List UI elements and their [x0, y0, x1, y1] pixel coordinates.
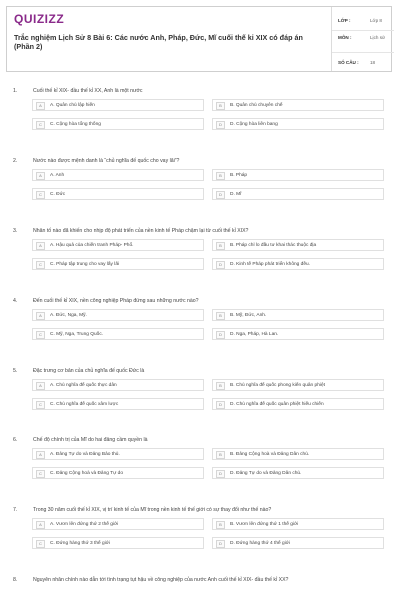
- option-letter-box: D: [216, 261, 225, 269]
- answer-option-d[interactable]: [212, 258, 384, 270]
- option-label: B. Đảng Cộng hoà và Đảng Dân chủ.: [230, 452, 310, 457]
- answer-option-a[interactable]: [32, 99, 204, 111]
- meta-divider: [332, 52, 394, 53]
- answer-option-b[interactable]: [212, 518, 384, 530]
- question-text: Nước nào được mệnh danh là “chủ nghĩa đế quốc cho vay lãi”?: [33, 158, 180, 164]
- option-letter-box: D: [216, 470, 225, 478]
- option-letter-box: B: [216, 242, 225, 250]
- answer-option-a[interactable]: [32, 309, 204, 321]
- answer-option-a[interactable]: [32, 379, 204, 391]
- option-letter-box: D: [216, 401, 225, 409]
- option-label: A. Đức, Nga, Mỹ.: [50, 313, 87, 318]
- answer-option-c[interactable]: [32, 467, 204, 479]
- option-letter-box: A: [36, 242, 45, 250]
- option-letter-box: B: [216, 382, 225, 390]
- option-letter-box: A: [36, 312, 45, 320]
- option-label: B. Mỹ, Đức, Anh.: [230, 313, 267, 318]
- answer-option-d[interactable]: [212, 398, 384, 410]
- option-label: B. Vươn lên đứng thứ 1 thế giới: [230, 522, 299, 527]
- answer-option-c[interactable]: [32, 537, 204, 549]
- worksheet-header: [6, 6, 392, 72]
- answer-option-c[interactable]: [32, 328, 204, 340]
- answer-option-d[interactable]: [212, 328, 384, 340]
- answer-option-a[interactable]: [32, 239, 204, 251]
- answer-option-c[interactable]: [32, 188, 204, 200]
- answer-option-c[interactable]: [32, 258, 204, 270]
- grade-value: Lớp 8: [370, 18, 382, 23]
- option-label: A. Đảng Tự do và Đảng Bảo thủ.: [50, 452, 120, 457]
- answer-option-b[interactable]: [212, 99, 384, 111]
- subject-value: Lịch sử: [370, 35, 386, 40]
- option-label: A. Chủ nghĩa đế quốc thực dân: [50, 383, 117, 388]
- answer-option-b[interactable]: [212, 309, 384, 321]
- option-letter-box: A: [36, 172, 45, 180]
- option-label: C. Pháp tập trung cho vay lấy lãi: [50, 262, 120, 267]
- question-number: 3.: [13, 228, 18, 234]
- grade-label: LỚP :: [338, 18, 351, 23]
- option-letter-box: D: [216, 191, 225, 199]
- answer-option-d[interactable]: [212, 188, 384, 200]
- option-label: D. Đứng hàng thứ 4 thế giới: [230, 541, 290, 546]
- option-label: B. Chủ nghĩa đế quốc phong kiến quân phiệt: [230, 383, 325, 388]
- question-text: Nhân tố nào đã khiến cho nhịp độ phát triển của nền kinh tế Pháp chậm lại từ cuối thế kỉ XIX?: [33, 228, 249, 234]
- question-text: Cuối thế kỉ XIX- đầu thế kỉ XX, Anh là một nước: [33, 88, 143, 94]
- option-letter-box: B: [216, 102, 225, 110]
- answer-option-d[interactable]: [212, 537, 384, 549]
- option-label: C. Mỹ, Nga, Trung Quốc.: [50, 332, 104, 337]
- option-label: A. Quân chủ lập hiến: [50, 103, 95, 108]
- question-number: 2.: [13, 158, 18, 164]
- option-label: B. Pháp chỉ lo đầu tư khai thác thuộc địa: [230, 243, 317, 248]
- question-count-value: 18: [370, 60, 376, 65]
- answer-option-b[interactable]: [212, 239, 384, 251]
- question-number: 7.: [13, 507, 18, 513]
- option-label: D. Chủ nghĩa đế quốc quân phiệt hiếu chiến: [230, 402, 324, 407]
- question-text: Trong 30 năm cuối thế kỉ XIX, vị trí kinh tế của Mĩ trong nền kinh tế thế giới có sự thay đổi như thế nào?: [33, 507, 272, 513]
- question-text: Nguyên nhân chính nào dẫn tới tình trạng tụt hậu về công nghiệp của nước Anh cuối thế kỉ XIX- đầu thế kỉ XX?: [33, 577, 289, 583]
- question-text: Đặc trưng cơ bản của chủ nghĩa đế quốc Đức là: [33, 368, 145, 374]
- option-label: C. Chủ nghĩa đế quốc xâm lược: [50, 402, 119, 407]
- option-label: C. Đức: [50, 192, 66, 197]
- option-label: A. Hậu quả của chiến tranh Pháp- Phổ.: [50, 243, 134, 248]
- option-letter-box: D: [216, 331, 225, 339]
- question-number: 8.: [13, 577, 18, 583]
- option-letter-box: A: [36, 451, 45, 459]
- option-label: B. Quân chủ chuyên chế: [230, 103, 283, 108]
- option-letter-box: D: [216, 121, 225, 129]
- option-letter-box: C: [36, 401, 45, 409]
- option-label: D. Cộng hòa liên bang: [230, 122, 278, 127]
- option-letter-box: B: [216, 451, 225, 459]
- option-letter-box: A: [36, 102, 45, 110]
- quizizz-logo: QUIZIZZ: [14, 12, 65, 26]
- answer-option-a[interactable]: [32, 169, 204, 181]
- option-label: C. Cộng hòa tổng thống: [50, 122, 101, 127]
- option-label: D. Nga, Pháp, Hà Lan.: [230, 332, 279, 337]
- answer-option-c[interactable]: [32, 398, 204, 410]
- option-letter-box: A: [36, 521, 45, 529]
- option-letter-box: B: [216, 172, 225, 180]
- option-label: B. Pháp: [230, 173, 248, 178]
- option-label: C. Đảng Cộng hoà và Đảng Tự do: [50, 471, 123, 476]
- question-number: 6.: [13, 437, 18, 443]
- option-letter-box: B: [216, 521, 225, 529]
- option-letter-box: D: [216, 540, 225, 548]
- option-label: A. Vươn lên đứng thứ 2 thế giới: [50, 522, 119, 527]
- question-number: 5.: [13, 368, 18, 374]
- question-number: 1.: [13, 88, 18, 94]
- option-letter-box: B: [216, 312, 225, 320]
- worksheet-meta: [331, 7, 394, 71]
- option-label: D. Đảng Tự do và Đảng Dân chủ.: [230, 471, 302, 476]
- answer-option-b[interactable]: [212, 448, 384, 460]
- option-letter-box: C: [36, 540, 45, 548]
- subject-label: MÔN :: [338, 35, 352, 40]
- answer-option-d[interactable]: [212, 118, 384, 130]
- option-letter-box: C: [36, 331, 45, 339]
- answer-option-a[interactable]: [32, 518, 204, 530]
- option-label: D. Kinh tế Pháp phát triển không đều.: [230, 262, 311, 267]
- option-letter-box: C: [36, 191, 45, 199]
- answer-option-c[interactable]: [32, 118, 204, 130]
- question-count-label: SỐ CÂU :: [338, 60, 359, 65]
- option-letter-box: C: [36, 121, 45, 129]
- question-text: Đến cuối thế kỉ XIX, nền công nghiệp Pháp đứng sau những nước nào?: [33, 298, 199, 304]
- option-label: A. Anh: [50, 173, 65, 178]
- meta-divider: [332, 30, 394, 31]
- answer-option-b[interactable]: [212, 379, 384, 391]
- option-letter-box: C: [36, 470, 45, 478]
- option-letter-box: A: [36, 382, 45, 390]
- question-number: 4.: [13, 298, 18, 304]
- answer-option-b[interactable]: [212, 169, 384, 181]
- option-label: C. Đứng hàng thứ 3 thế giới: [50, 541, 110, 546]
- option-label: D. Mĩ: [230, 192, 242, 197]
- answer-option-a[interactable]: [32, 448, 204, 460]
- worksheet-title: Trắc nghiệm Lịch Sử 8 Bài 6: Các nước Anh, Pháp, Đức, Mĩ cuối thế kỉ XIX có đáp án (Phần 2): [14, 33, 303, 51]
- option-letter-box: C: [36, 261, 45, 269]
- question-text: Chế độ chính trị của Mĩ do hai đảng cầm quyền là: [33, 437, 148, 443]
- answer-option-d[interactable]: [212, 467, 384, 479]
